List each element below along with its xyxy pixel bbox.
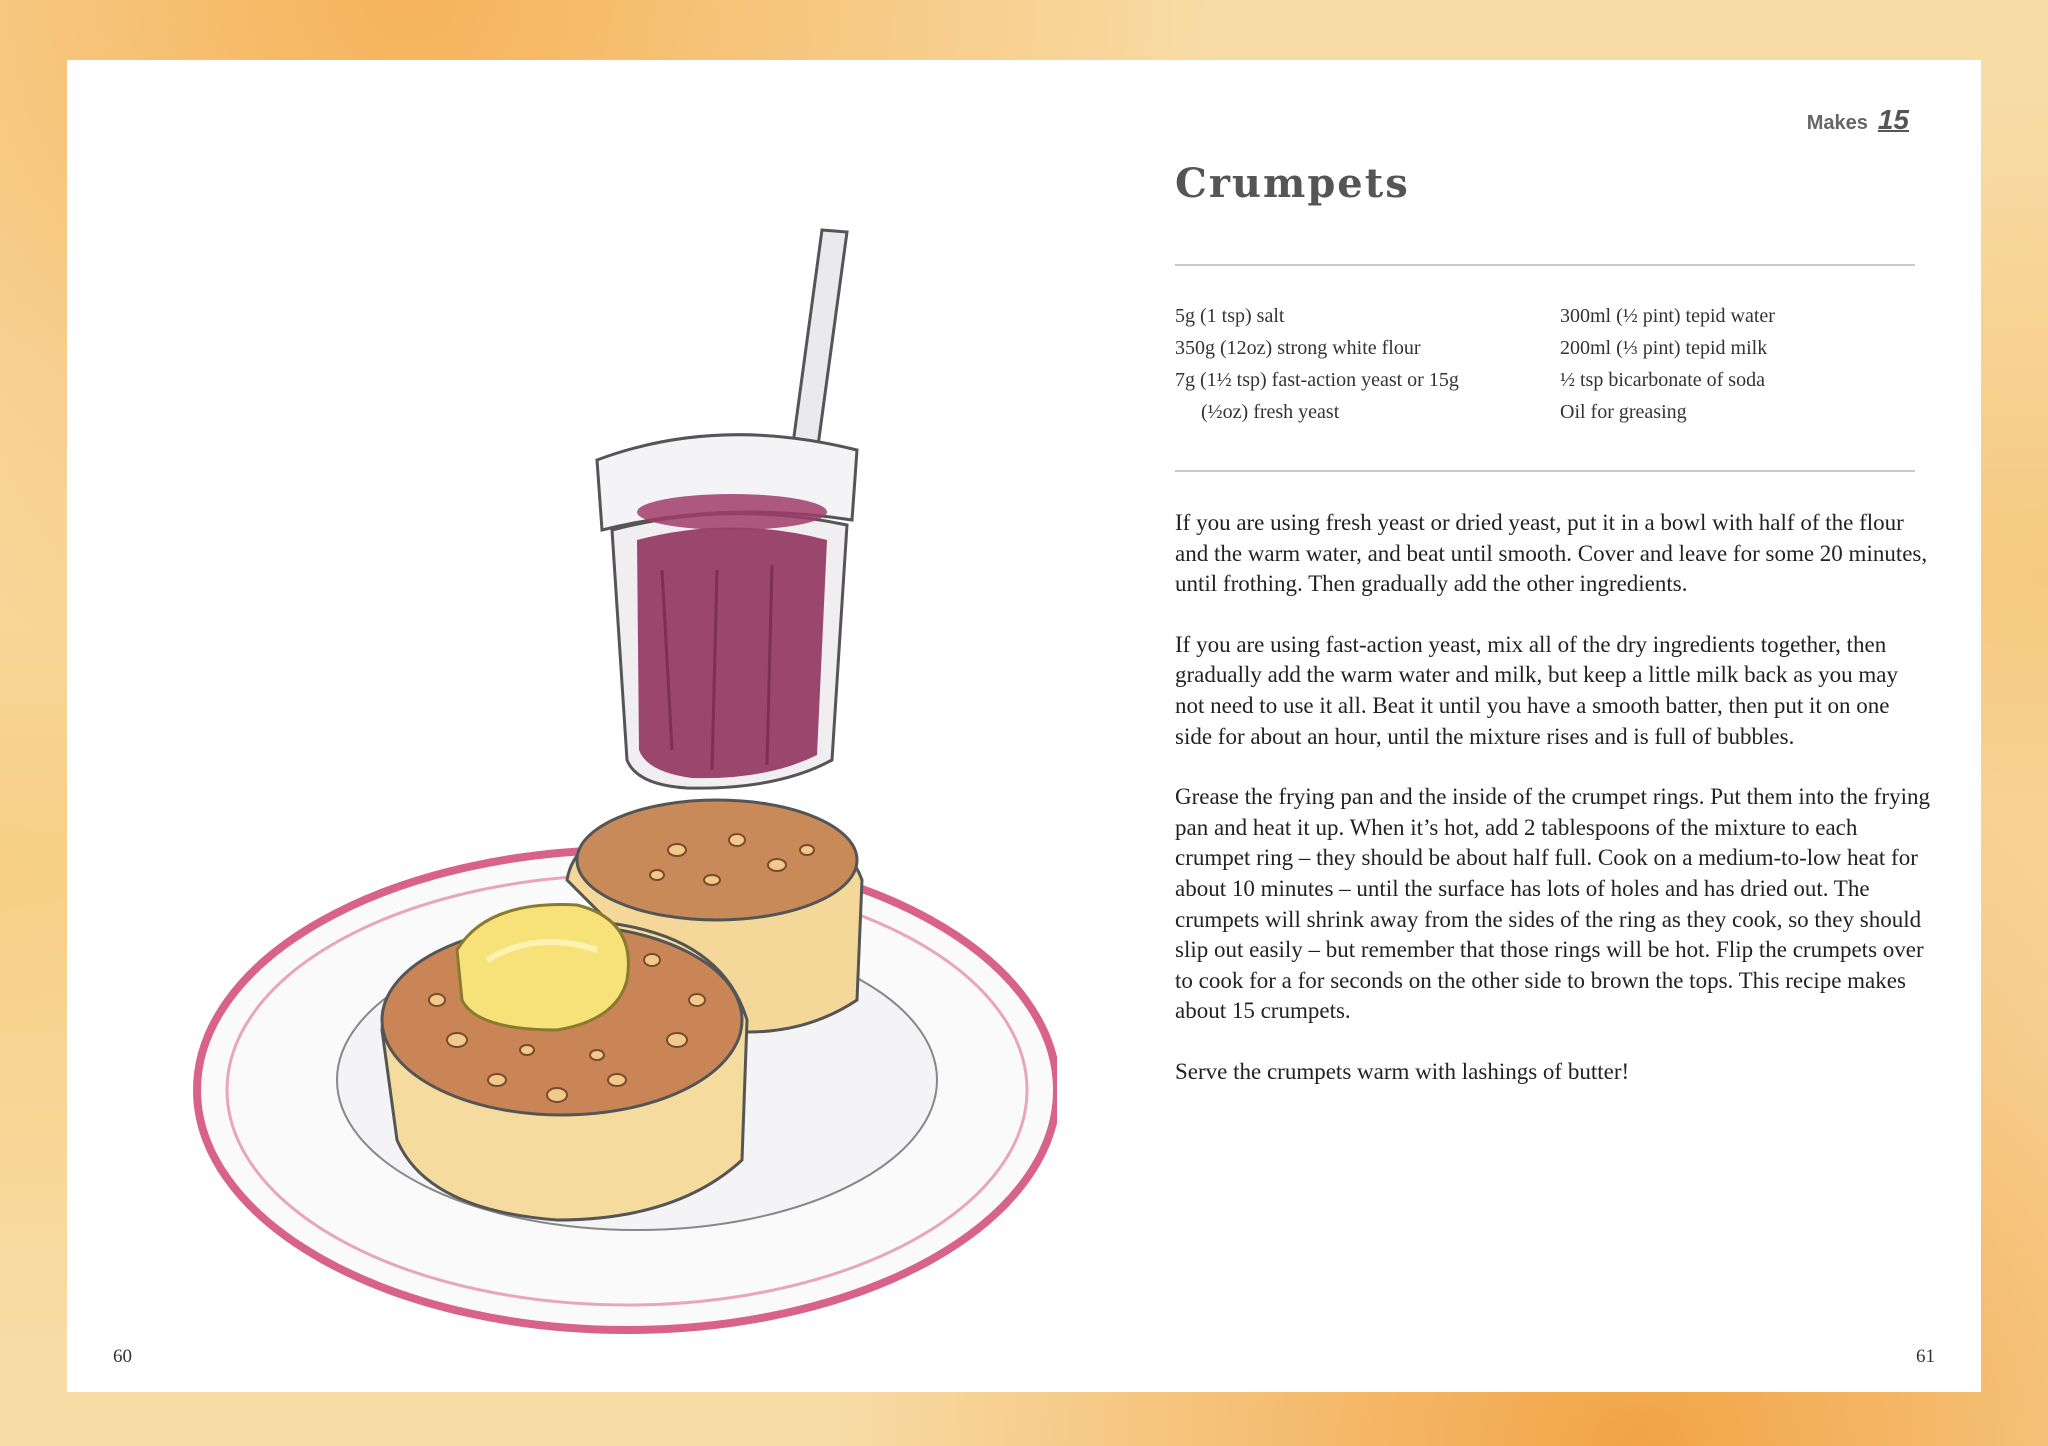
book-spread bbox=[67, 60, 1981, 1392]
ingredient: 7g (1½ tsp) fast-action yeast or 15g bbox=[1175, 369, 1459, 391]
jam-jar bbox=[597, 435, 857, 788]
recipe-title: Crumpets bbox=[1175, 160, 1410, 207]
method-text bbox=[1175, 508, 1930, 1118]
makes-badge bbox=[1807, 104, 1909, 136]
page-number-left: 60 bbox=[113, 1346, 132, 1367]
divider-top bbox=[1175, 264, 1915, 266]
ingredients-right-column bbox=[1560, 300, 1915, 428]
method-paragraph: Serve the crumpets warm with lashings of butter! bbox=[1175, 1058, 1630, 1084]
butter-pat bbox=[457, 905, 628, 1030]
ingredient: 200ml (⅓ pint) tepid milk bbox=[1560, 337, 1768, 359]
method-paragraph: If you are using fresh yeast or dried yeast, put it in a bowl with half of the flour and the warm water, and beat until smooth. Cover and leave for some 20 minutes, until frothing. Then gradually add the other ingredients. bbox=[1175, 510, 1928, 597]
method-paragraph: Grease the frying pan and the inside of the crumpet rings. Put them into the frying pan and heat it up. When it’s hot, add 2 tablespoons of the mixture to each crumpet ring – they should be about half full. Cook on a medium-to-low heat for about 10 minutes – until the surface has lots of holes and has dried out. The crumpets will shrink away from the sides of the ring as they cook, so they should slip out easily – but remember that those rings will be hot. Flip the crumpets over to cook for a for seconds on the other side to brown the tops. This recipe makes about 15 crumpets. bbox=[1175, 784, 1930, 1024]
method-paragraph: If you are using fast-action yeast, mix all of the dry ingredients together, then gradually add the warm water and milk, but keep a little milk back as you may not need to use it all. Beat it until you have a smooth batter, then put it on one side for about an hour, until the mixture rises and is full of bubbles. bbox=[1175, 631, 1899, 749]
ingredient: (½oz) fresh yeast bbox=[1201, 401, 1340, 423]
ingredient: 350g (12oz) strong white flour bbox=[1175, 337, 1421, 359]
page-number-right: 61 bbox=[1916, 1346, 1935, 1367]
ingredients-left-column bbox=[1175, 300, 1560, 428]
ingredient: 5g (1 tsp) salt bbox=[1175, 305, 1285, 327]
crumpet-front bbox=[382, 905, 747, 1220]
ingredient: Oil for greasing bbox=[1560, 401, 1687, 423]
makes-count: 15 bbox=[1877, 104, 1909, 135]
ingredient: 300ml (½ pint) tepid water bbox=[1560, 305, 1775, 327]
ingredient: ½ tsp bicarbonate of soda bbox=[1560, 369, 1765, 391]
divider-bottom bbox=[1175, 470, 1915, 472]
makes-label: Makes bbox=[1806, 112, 1868, 134]
ingredients-list bbox=[1175, 300, 1915, 428]
crumpets-illustration bbox=[157, 160, 1057, 1380]
